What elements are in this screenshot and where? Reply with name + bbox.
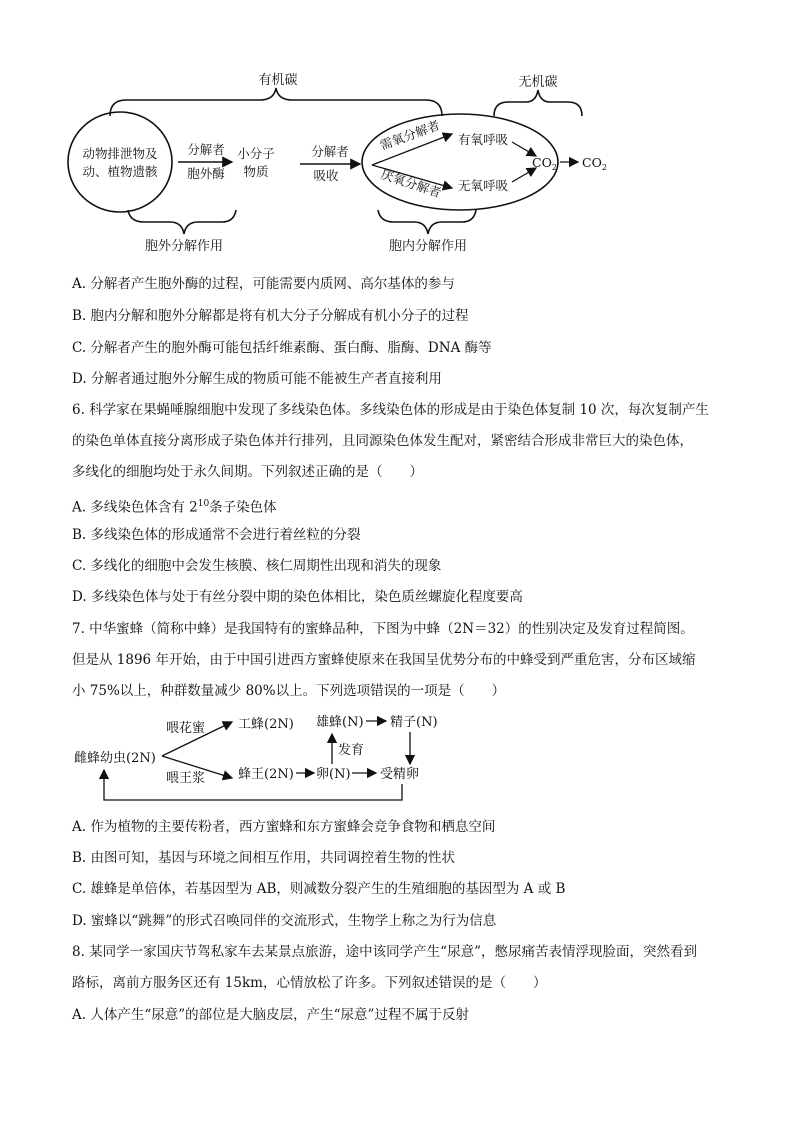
anaerobic-decomposer: 厌氧分解者 bbox=[379, 166, 444, 201]
feed-pollen-label: 喂花蜜 bbox=[166, 721, 206, 736]
worker-label: 工蜂(2N) bbox=[238, 717, 294, 732]
q8-option-a: A. 人体产生“尿意”的部位是大脑皮层，产生“尿意”过程不属于反射 bbox=[72, 1007, 469, 1023]
inorganic-carbon-label: 无机碳 bbox=[518, 75, 558, 90]
egg-label: 卵(N) bbox=[316, 767, 351, 782]
organic-carbon-brace bbox=[110, 88, 442, 116]
q6-stem-3: 多线化的细胞均处于永久间期。下列叙述正确的是（ ） bbox=[72, 464, 423, 480]
intracellular-label: 胞内分解作用 bbox=[388, 239, 468, 254]
organic-carbon-label: 有机碳 bbox=[258, 73, 298, 88]
extracellular-brace bbox=[128, 210, 236, 234]
q5-option-c: C. 分解者产生的胞外酶可能包括纤维素酶、蛋白酶、脂酶、DNA 酶等 bbox=[72, 340, 492, 356]
bee-development-diagram bbox=[70, 706, 450, 806]
q8-stem-1: 8. 某同学一家国庆节驾私家车去某景点旅游，途中该同学产生“尿意”，憋尿痛苦表情浮现脸面，突然看到 bbox=[72, 944, 697, 960]
q5-option-d: D. 分解者通过胞外分解生成的物质可能不能被生产者直接利用 bbox=[72, 371, 442, 387]
co2-outer: $CO_2$ bbox=[582, 155, 607, 172]
step1-top: 分解者 bbox=[187, 142, 225, 157]
q7-stem-3: 小 75%以上，种群数量减少 80%以上。下列选项错误的一项是（ ） bbox=[72, 683, 506, 699]
source-line2: 动、植物遗骸 bbox=[82, 164, 158, 179]
q7-option-a: A. 作为植物的主要传粉者，西方蜜蜂和东方蜜蜂会竞争食物和栖息空间 bbox=[72, 819, 496, 835]
q6-option-d: D. 多线染色体与处于有丝分裂中期的染色体相比，染色质丝螺旋化程度要高 bbox=[72, 589, 523, 605]
q6-option-a: A. 多线染色体含有 $2^{10}$条子染色体 bbox=[72, 499, 277, 516]
extracellular-label: 胞外分解作用 bbox=[144, 239, 224, 254]
source-line1: 动物排泄物及 bbox=[82, 146, 158, 161]
sperm-label: 精子(N) bbox=[390, 715, 438, 730]
fertilized-label: 受精卵 bbox=[380, 767, 420, 782]
q7-option-d: D. 蜜蜂以“跳舞”的形式召唤同伴的交流形式，生物学上称之为行为信息 bbox=[72, 913, 497, 929]
carbon-decomposition-diagram bbox=[60, 70, 640, 260]
q8-stem-2: 路标，离前方服务区还有 15km，心情放松了许多。下列叙述错误的是（ ） bbox=[72, 975, 547, 991]
q7-option-b: B. 由图可知，基因与环境之间相互作用，共同调控着生物的性状 bbox=[72, 850, 456, 866]
intracellular-brace bbox=[378, 210, 476, 234]
q6-option-c: C. 多线化的细胞中会发生核膜、核仁周期性出现和消失的现象 bbox=[72, 558, 442, 574]
q7-stem-1: 7. 中华蜜蜂（简称中蜂）是我国特有的蜜蜂品种，下图为中蜂（2N＝32）的性别决定及发育过程简图。 bbox=[72, 621, 694, 637]
q6-stem-2: 的染色单体直接分离形成子染色体并行排列，且同源染色体发生配对，紧密结合形成非常巨大的染色体， bbox=[72, 433, 693, 449]
feed-jelly-label: 喂王浆 bbox=[166, 771, 206, 786]
queen-label: 蜂王(2N) bbox=[238, 767, 294, 782]
q7-stem-2: 但是从 1896 年开始，由于中国引进西方蜜蜂使原来在我国呈优势分布的中蜂受到严重危害，分布区域缩 bbox=[72, 652, 696, 668]
step1-bottom: 胞外酶 bbox=[187, 166, 225, 181]
develop-label: 发育 bbox=[338, 743, 365, 758]
q6-option-b: B. 多线染色体的形成通常不会进行着丝粒的分裂 bbox=[72, 527, 361, 543]
co2-inner: $CO_2$ bbox=[532, 155, 557, 172]
intracellular-ellipse bbox=[362, 114, 558, 210]
drone-label: 雄蜂(N) bbox=[316, 715, 364, 730]
small-line1: 小分子 bbox=[237, 146, 275, 161]
small-line2: 物质 bbox=[243, 164, 269, 179]
larva-label: 雌蜂幼虫(2N) bbox=[74, 751, 156, 766]
source-circle bbox=[68, 112, 172, 212]
aerobic-decomposer: 需氧分解者 bbox=[377, 117, 442, 153]
q5-option-a: A. 分解者产生胞外酶的过程，可能需要内质网、高尔基体的参与 bbox=[72, 276, 455, 292]
step2-top: 分解者 bbox=[311, 144, 349, 159]
q6-stem-1: 6. 科学家在果蝇唾腺细胞中发现了多线染色体。多线染色体的形成是由于染色体复制 10 次，每次复制产生 bbox=[72, 402, 709, 418]
q7-option-c: C. 雄蜂是单倍体，若基因型为 AB，则减数分裂产生的生殖细胞的基因型为 A 或 B bbox=[72, 881, 566, 897]
q5-option-b: B. 胞内分解和胞外分解都是将有机大分子分解成有机小分子的过程 bbox=[72, 308, 469, 324]
inorganic-carbon-brace bbox=[494, 90, 582, 116]
anaerobic-resp: 无氧呼吸 bbox=[458, 178, 509, 193]
aerobic-resp: 有氧呼吸 bbox=[458, 132, 509, 147]
step2-bottom: 吸收 bbox=[313, 168, 339, 183]
